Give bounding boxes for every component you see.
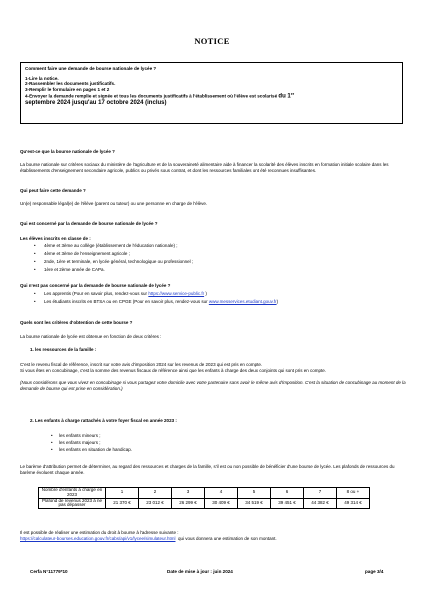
table-cell: 7: [304, 488, 337, 499]
s3-item: • 1ère et 2ème année de CAPa.: [34, 267, 105, 272]
instructions-box: [20, 62, 403, 124]
service-public-link[interactable]: https://www.service-public.fr: [148, 291, 205, 296]
table-cell: 2: [139, 488, 172, 499]
table-cell: 8 ou +: [337, 488, 370, 499]
table-cell: 21 370 €: [106, 498, 139, 509]
table-cell: 39 451 €: [271, 498, 304, 509]
s3-heading: Qui est concerné par la demande de bourse nationale de lycée ?: [20, 221, 158, 226]
box-step-1: 1-Lire la notice.: [25, 75, 59, 81]
table-row: [39, 498, 370, 509]
bareme-text: Le barème d'attribution permet de déterminer, au regard des ressources et charges de la famille, s'il est ou non possible de bénéficier d'une bourse de lycée. Les plafonds de ressources du barème évoluent chaque année.: [20, 464, 395, 475]
ceilings-table: [38, 487, 370, 509]
s3-item: • 4ème et 3ème au collège (établissement de l'éducation nationale) ;: [34, 243, 178, 248]
table-cell: 44 382 €: [304, 498, 337, 509]
table-row: [39, 488, 370, 499]
s1-heading: Qu'est-ce que la bourse nationale de lycée ?: [20, 149, 115, 154]
simulator-line: https://calculateur-bourses.education.gouv.fr/cabs/api/v1/lycee/simulateur.html qui vous donnera une estimation de son montant.: [20, 536, 277, 541]
table-cell: 6: [271, 488, 304, 499]
table-cell: 23 012 €: [139, 498, 172, 509]
s4-heading: Qui n'est pas concerné par la demande de bourse nationale de lycée ?: [20, 283, 171, 288]
footer-page: page 3/4: [365, 569, 384, 574]
box-step-4-text: 4-Envoyer la demande remplie et signée et tous les documents justificatifs à l'établissement où l'élève est scolarisé: [25, 93, 278, 99]
box-step-4-dates: septembre 2024 jusqu'au 17 octobre 2024 (inclus): [25, 99, 167, 106]
table-cell: 30 409 €: [205, 498, 238, 509]
s2-text: Un(e) responsable légal(e) de l'élève (parent ou tuteur) ou une personne en charge de l'élève.: [20, 201, 208, 206]
criterion-1-text-1: C'est le revenu fiscal de référence, inscrit sur votre avis d'imposition 2024 sur les revenus de 2023 qui est pris en compte.: [20, 362, 263, 367]
criterion-1-text-2: Si vous êtes en concubinage, c'est la somme des revenus fiscaux de référence ainsi que les enfants à charge des deux conjoints qui sont pris en compte.: [20, 368, 327, 373]
criterion-2-heading: 2. Les enfants à charge rattachés à votre foyer fiscal en année 2023 :: [30, 418, 177, 423]
page-title: NOTICE: [194, 36, 230, 46]
footer-cerfa: Cerfa N°11779*10: [30, 569, 68, 574]
footer-date: Date de mise à jour : juin 2024: [167, 569, 233, 574]
box-step-3: 3-Remplir le formulaire en pages 1 et 2: [25, 86, 110, 92]
s2-heading: Qui peut faire cette demande ?: [20, 188, 86, 193]
s3-sub: Les élèves inscrits en classe de :: [20, 236, 91, 241]
simulator-link[interactable]: https://calculateur-bourses.education.gouv.fr/cabs/api/v1/lycee/simulateur.html: [20, 536, 176, 541]
s5-intro: La bourse nationale de lycée est obtenue en fonction de deux critères :: [20, 334, 162, 339]
box-step-4-sup: er: [290, 92, 295, 97]
s3-item: • 2nde, 1ère et terminale, en lycée général, technologique ou professionnel ;: [34, 259, 194, 264]
table-cell: 4: [205, 488, 238, 499]
box-step-2: 2-Rassembler les documents justificatifs.: [25, 81, 116, 87]
criterion-1-note: (Nous considérons que vous vivez en concubinage si vous partagez votre domicile avec votre partenaire sans avoir le même avis d'imposition. C'est la situation de concubinage au moment de la demande de bourse qui est prise en considération.): [20, 380, 406, 391]
c2-item: • les enfants majeurs ;: [51, 440, 101, 445]
messervices-link[interactable]: www.messervices.etudiant.gouv.fr: [208, 299, 277, 304]
c2-item: • les enfants mineurs ;: [51, 433, 101, 438]
table-cell: 5: [238, 488, 271, 499]
table-cell: 26 299 €: [172, 498, 205, 509]
box-heading: Comment faire une demande de bourse nationale de lycée ?: [25, 66, 157, 71]
s1-text: La bourse nationale sur critères sociaux du ministère de l'agriculture et de la souveraineté alimentaire aide à financer la scolarité des élèves inscrits en formation initiale scolaire dans les établissements d'enseignement secondaire agricole, publics ou privés sous contrat, et dont les ressources familiales ont été reconnues insuffisantes.: [20, 162, 389, 173]
criterion-1-heading: 1. les ressources de la famille :: [30, 347, 97, 352]
c2-item: • les enfants en situation de handicap.: [51, 447, 133, 452]
s4-item-2: • Les étudiants inscrits en BTSA ou en CPGE (Pour en savoir plus, rendez-vous sur www.messervices.etudiant.gouv.fr): [34, 299, 279, 304]
box-step-4-date-start: du 1: [278, 93, 291, 100]
s5-heading: Quels sont les critères d'obtention de cette bourse ?: [20, 320, 133, 325]
table-cell: 3: [172, 488, 205, 499]
row-label-ceiling: Plafond de revenus 2023 à ne pas dépasser: [39, 498, 106, 509]
row-label-children: Nombre d'enfants à charge en 2023: [39, 488, 106, 499]
s3-item: • 4ème et 3ème de l'enseignement agricole ;: [34, 251, 130, 256]
table-cell: 49 314 €: [337, 498, 370, 509]
table-cell: 1: [106, 488, 139, 499]
table-cell: 34 519 €: [238, 498, 271, 509]
simulator-text: Il est possible de réaliser une estimation du droit à bourse à l'adresse suivante :: [20, 530, 179, 535]
s4-item-1: • Les apprentis (Pour en savoir plus, rendez-vous sur https://www.service-public.fr ): [34, 291, 207, 296]
